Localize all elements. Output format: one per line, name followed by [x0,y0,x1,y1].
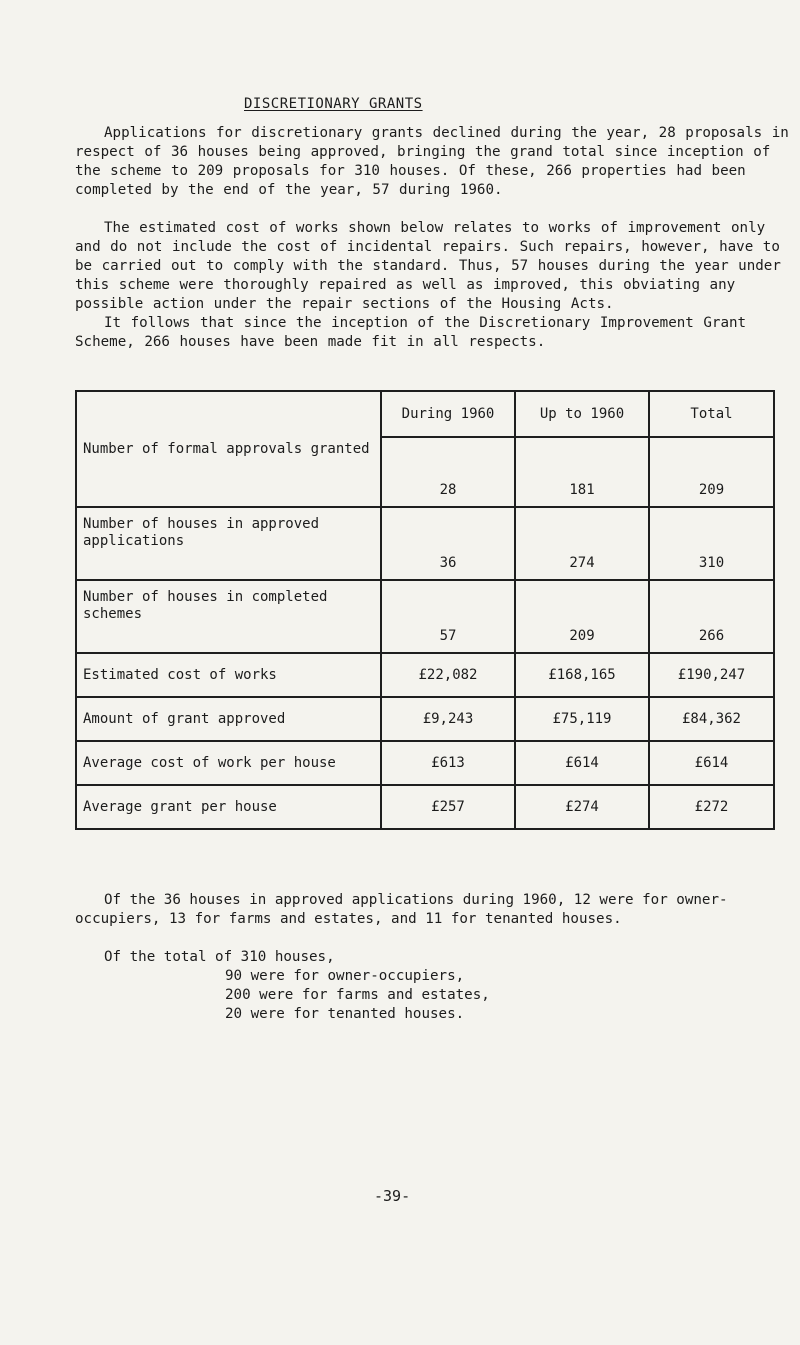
paragraph-approvals: Applications for discretionary grants declined during the year, 28 proposals in respect of 36 houses being approved, bringing the grand total since inception of the scheme to 209 proposals for 310 houses. Of these, 266 properties had been completed by the end of the year, 57 during 1960. [75,125,789,198]
table-row-label: Average grant per house [76,785,381,829]
table-row-label: Number of formal approvals granted [76,391,381,507]
page-number: -39- [374,1187,411,1205]
footnote-total-intro: Of the total of 310 houses, [104,949,335,965]
table-row-label: Estimated cost of works [76,653,381,697]
table-cell: £614 [515,741,649,785]
table-row-label: Number of houses in completed schemes [76,580,381,653]
table-cell: £614 [649,741,774,785]
table-row-label: Number of houses in approved applications [76,507,381,580]
list-item: 20 were for tenanted houses. [225,1006,465,1022]
table-cell: 181 [515,437,649,507]
table-row [76,507,774,580]
table-row [76,580,774,653]
page-title: DISCRETIONARY GRANTS [244,96,423,112]
table-cell: 36 [381,507,515,580]
table-cell: £274 [515,785,649,829]
table-cell: £9,243 [381,697,515,741]
paragraph-inception: It follows that since the inception of the Discretionary Improvement Grant Scheme, 266 houses have been made fit in all respects. [75,315,747,350]
list-item: 200 were for farms and estates, [225,987,490,1003]
table-row [76,697,774,741]
list-item: 90 were for owner-occupiers, [225,968,465,984]
table-row [76,785,774,829]
table-cell: £168,165 [515,653,649,697]
table-cell: £75,119 [515,697,649,741]
footnote-1960-breakdown: Of the 36 houses in approved applications during 1960, 12 were for owner-occupiers, 13 for farms and estates, and 11 for tenanted houses. [75,892,728,927]
table-cell: £190,247 [649,653,774,697]
table-cell: 209 [515,580,649,653]
table-row-label: Average cost of work per house [76,741,381,785]
table-cell: 266 [649,580,774,653]
paragraph-estimated-cost: The estimated cost of works shown below relates to works of improvement only and do not include the cost of incidental repairs. Such repairs, however, have to be carried out to comply with the standard. Thus, 57 houses during the year under this scheme were thoroughly repaired as well as improved, this obviating any possible action under the repair sections of the Housing Acts. [75,220,781,312]
table-row [76,653,774,697]
table-cell: £613 [381,741,515,785]
table-cell: £22,082 [381,653,515,697]
column-header-total: Total [649,391,774,437]
column-header-up-to: Up to 1960 [515,391,649,437]
table-row-label: Amount of grant approved [76,697,381,741]
table-cell: 28 [381,437,515,507]
table-header-row [76,391,774,437]
table-row [76,741,774,785]
table-cell: 310 [649,507,774,580]
table-cell: £257 [381,785,515,829]
table-cell: 274 [515,507,649,580]
table-cell: £84,362 [649,697,774,741]
table-cell: £272 [649,785,774,829]
table-cell: 209 [649,437,774,507]
breakdown-list [225,967,490,1024]
table-cell: 57 [381,580,515,653]
column-header-during: During 1960 [381,391,515,437]
grants-table [75,390,775,830]
